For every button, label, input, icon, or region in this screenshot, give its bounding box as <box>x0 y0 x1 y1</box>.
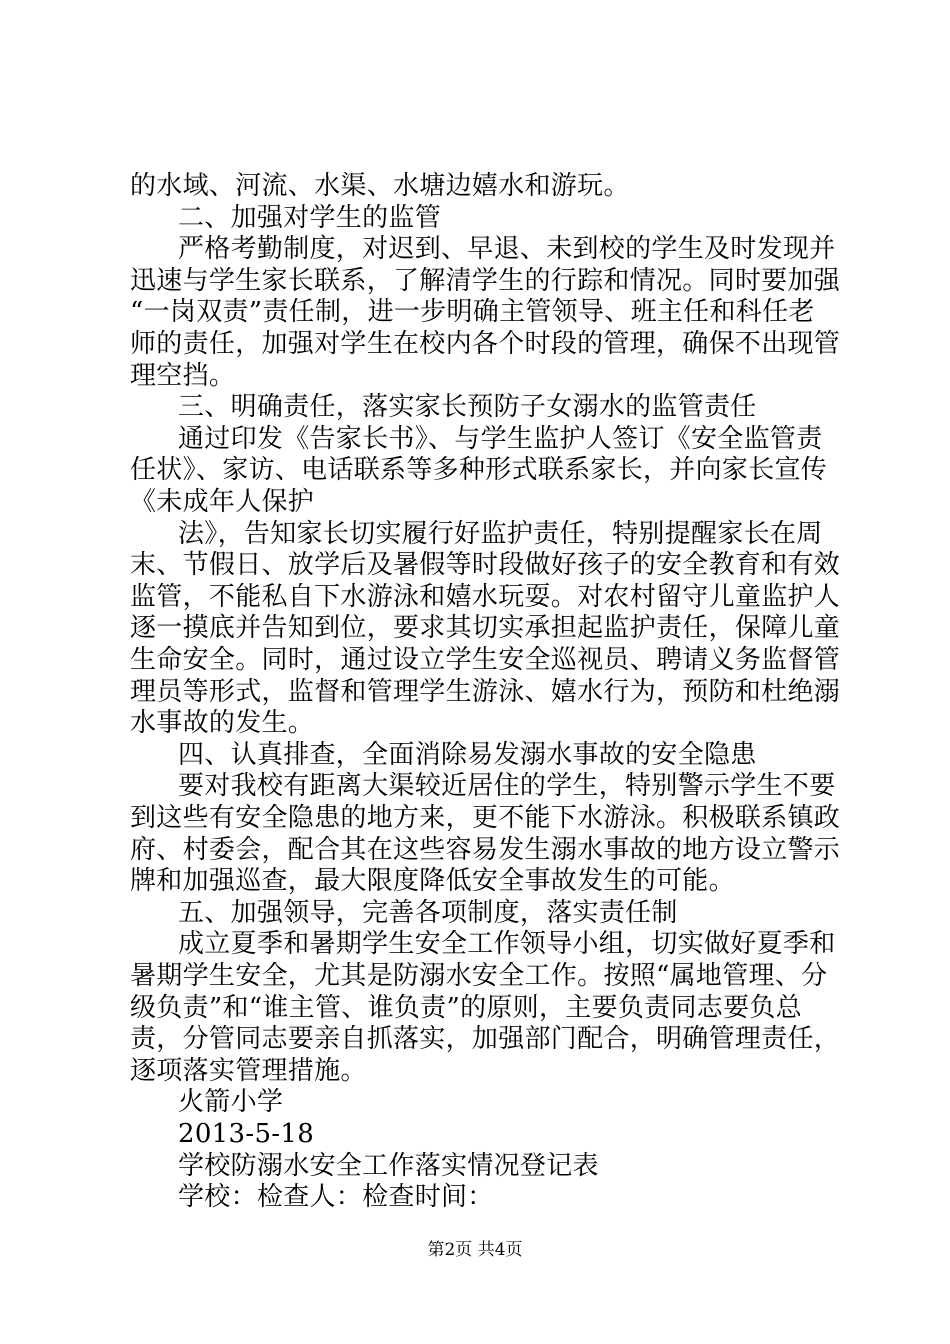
text-line: 师的责任，加强对学生在校内各个时段的管理，确保不出现管 <box>130 329 841 359</box>
text-line: 《未成年人保护 <box>130 487 315 517</box>
text-line: 水事故的发生。 <box>130 708 315 738</box>
text-line: 迅速与学生家长联系，了解清学生的行踪和情况。同时要加强 <box>130 266 841 296</box>
page-footer: 第2页 共4页 <box>427 1240 523 1260</box>
text-line: 监管，不能私自下水游泳和嬉水玩耍。对农村留守儿童监护人 <box>130 582 841 612</box>
text-line: 到这些有安全隐患的地方来，更不能下水游泳。积极联系镇政 <box>130 803 841 833</box>
date-line: 2013-5-18 <box>178 1119 315 1149</box>
section-heading: 四、认真排查，全面消除易发溺水事故的安全隐患 <box>178 740 757 770</box>
text-line: 暑期学生安全，尤其是防溺水安全工作。按照“属地管理、分 <box>130 961 828 991</box>
text-line: 级负责”和“谁主管、谁负责”的原则，主要负责同志要负总 <box>130 993 802 1023</box>
text-line: 理空挡。 <box>130 361 236 391</box>
text-line: 法》，告知家长切实履行好监护责任，特别提醒家长在周 <box>178 519 823 549</box>
text-line: 牌和加强巡查，最大限度降低安全事故发生的可能。 <box>130 866 735 896</box>
text-line: 逐一摸底并告知到位，要求其切实承担起监护责任，保障儿童 <box>130 613 841 643</box>
text-line: 理员等形式，监督和管理学生游泳、嬉水行为，预防和杜绝溺 <box>130 677 841 707</box>
text-line: 逐项落实管理措施。 <box>130 1056 367 1086</box>
text-line: 末、节假日、放学后及暑假等时段做好孩子的安全教育和有效 <box>130 550 841 580</box>
section-heading: 五、加强领导，完善各项制度，落实责任制 <box>178 898 678 928</box>
section-heading: 二、加强对学生的监管 <box>178 203 442 233</box>
school-name: 火箭小学 <box>178 1087 284 1117</box>
form-fields: 学校：检查人：检查时间： <box>178 1182 494 1212</box>
text-line: 成立夏季和暑期学生安全工作领导小组，切实做好夏季和 <box>178 929 836 959</box>
text-line: 要对我校有距离大渠较近居住的学生，特别警示学生不要 <box>178 771 836 801</box>
text-line: 任状》、家访、电话联系等多种形式联系家长，并向家长宣传 <box>130 455 828 485</box>
text-line: “一岗双责”责任制，进一步明确主管领导、班主任和科任老 <box>130 297 815 327</box>
section-heading: 三、明确责任，落实家长预防子女溺水的监管责任 <box>178 392 757 422</box>
text-line: 通过印发《告家长书》、与学生监护人签订《安全监管责 <box>178 424 823 454</box>
text-line: 的水域、河流、水渠、水塘边嬉水和游玩。 <box>130 171 630 201</box>
text-line: 严格考勤制度，对迟到、早退、未到校的学生及时发现并 <box>178 234 836 264</box>
form-title: 学校防溺水安全工作落实情况登记表 <box>178 1151 599 1181</box>
text-line: 府、村委会，配合其在这些容易发生溺水事故的地方设立警示 <box>130 835 841 865</box>
text-line: 责，分管同志要亲自抓落实，加强部门配合，明确管理责任， <box>130 1024 841 1054</box>
text-line: 生命安全。同时，通过设立学生安全巡视员、聘请义务监督管 <box>130 645 841 675</box>
